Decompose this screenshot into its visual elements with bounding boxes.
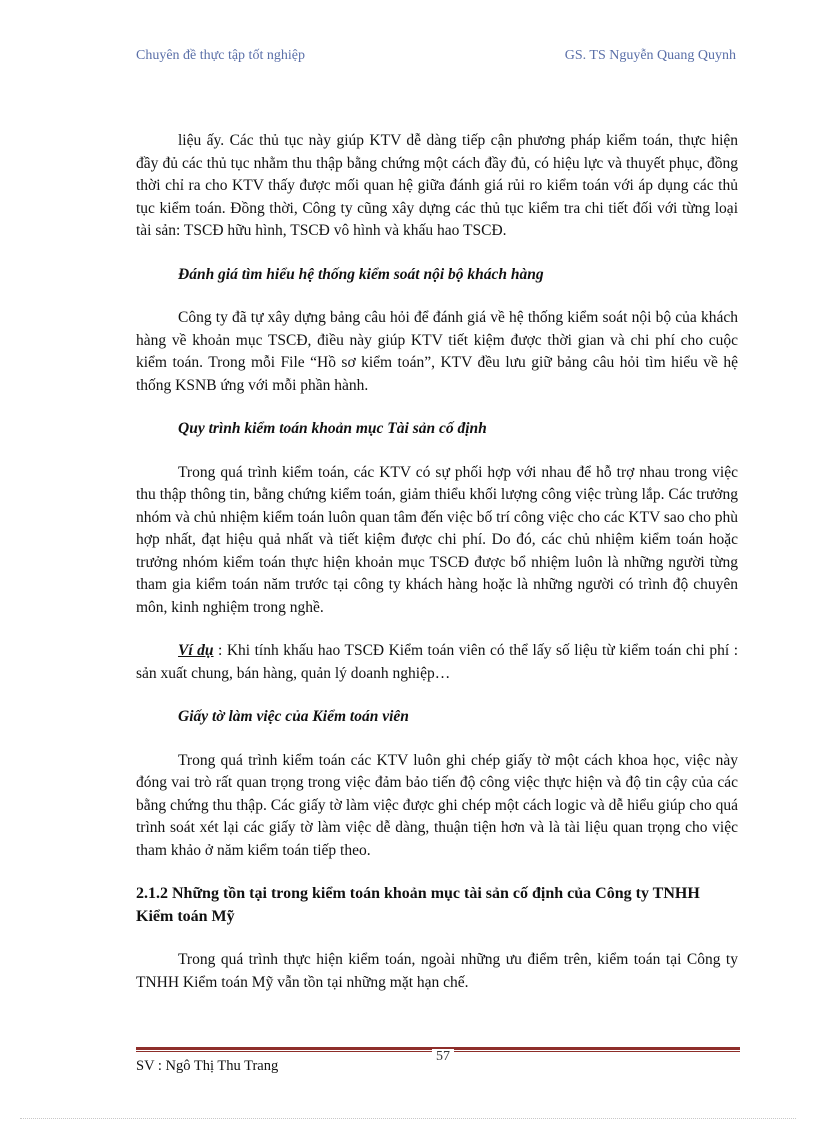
section-title: 2.1.2 Những tồn tại trong kiểm toán khoản mục tài sản cố định của Công ty TNHH Kiểm toán Mỹ [136, 885, 700, 925]
paragraph-audit-process: Trong quá trình kiểm toán, các KTV có sự phối hợp với nhau để hỗ trợ nhau trong việc thu thập thông tin, bằng chứng kiểm toán, giảm thiểu khối lượng công việc trùng lắp. Các trưởng nhóm và chủ nhiệm kiểm toán luôn quan tâm đến việc bố trí công việc cho các KTV sao cho phù hợp nhất, đạt hiệu quả nhất và tiết kiệm được chi phí. Do đó, các chủ nhiệm kiểm toán hoặc trưởng nhóm kiểm toán thực hiện khoản mục TSCĐ được bổ nhiệm luôn là những người từng tham gia kiểm toán năm trước tại công ty khách hàng hoặc là những người có trình độ chuyên môn, kinh nghiệm trong nghề. [136, 463, 738, 616]
heading-working-papers: Giấy tờ làm việc của Kiểm toán viên [178, 708, 409, 725]
paragraph-limitations: Trong quá trình thực hiện kiểm toán, ngoài những ưu điểm trên, kiểm toán tại Công ty TNHH Kiểm toán Mỹ vẫn tồn tại những mặt hạn chế. [136, 951, 738, 991]
paragraph-example [136, 640, 738, 685]
footer-student-name: SV : Ngô Thị Thu Trang [136, 1058, 279, 1074]
heading-audit-process: Quy trình kiểm toán khoản mục Tài sản cố định [178, 420, 487, 437]
paragraph-procedures: liệu ấy. Các thủ tục này giúp KTV dễ dàng tiếp cận phương pháp kiểm toán, thực hiện đầy đủ các thủ tục nhằm thu thập bằng chứng một cách đầy đủ, có hiệu lực và thuyết phục, đồng thời chỉ ra cho KTV thấy được mối quan hệ giữa đánh giá rủi ro kiểm toán với áp dụng các thủ tục kiểm toán. Đồng thời, Công ty cũng xây dựng các thủ tục kiểm tra chi tiết đối với từng loại tài sản: TSCĐ hữu hình, TSCĐ vô hình và khấu hao TSCĐ. [136, 132, 738, 239]
page-number: 57 [432, 1049, 454, 1065]
paragraph-internal-control: Công ty đã tự xây dựng bảng câu hỏi để đánh giá về hệ thống kiểm soát nội bộ của khách hàng về khoản mục TSCĐ, điều này giúp KTV tiết kiệm được thời gian và chi phí cho cuộc kiểm toán. Trong mỗi File “Hồ sơ kiểm toán”, KTV đều lưu giữ bảng câu hỏi tìm hiểu về hệ thống KSNB ứng với mỗi phần hành. [136, 309, 738, 394]
header-document-title: Chuyên đề thực tập tốt nghiệp [136, 48, 305, 63]
heading-internal-control: Đánh giá tìm hiểu hệ thống kiểm soát nội bộ khách hàng [178, 265, 544, 283]
page-bottom-border [20, 1118, 796, 1119]
page-content [136, 130, 738, 1015]
example-text: : Khi tính khấu hao TSCĐ Kiểm toán viên có thể lấy số liệu từ kiểm toán chi phí : sản xuất chung, bán hàng, quản lý doanh nghiệp… [136, 642, 738, 682]
paragraph-working-papers: Trong quá trình kiểm toán các KTV luôn ghi chép giấy tờ một cách khoa học, việc này đóng vai trò rất quan trọng trong việc đảm bảo tiến độ công việc thực hiện và độ tin cậy của các bằng chứng thu thập. Các giấy tờ làm việc được ghi chép một cách logic và dễ hiểu giúp cho quá trình soát xét lại các giấy tờ làm việc dễ dàng, thuận tiện hơn và là tài liệu quan trọng cho việc tham khảo ở năm kiểm toán tiếp theo. [136, 751, 738, 859]
example-label: Ví dụ [178, 642, 214, 659]
header-supervisor: GS. TS Nguyễn Quang Quynh [564, 48, 736, 63]
page-header [136, 48, 736, 72]
